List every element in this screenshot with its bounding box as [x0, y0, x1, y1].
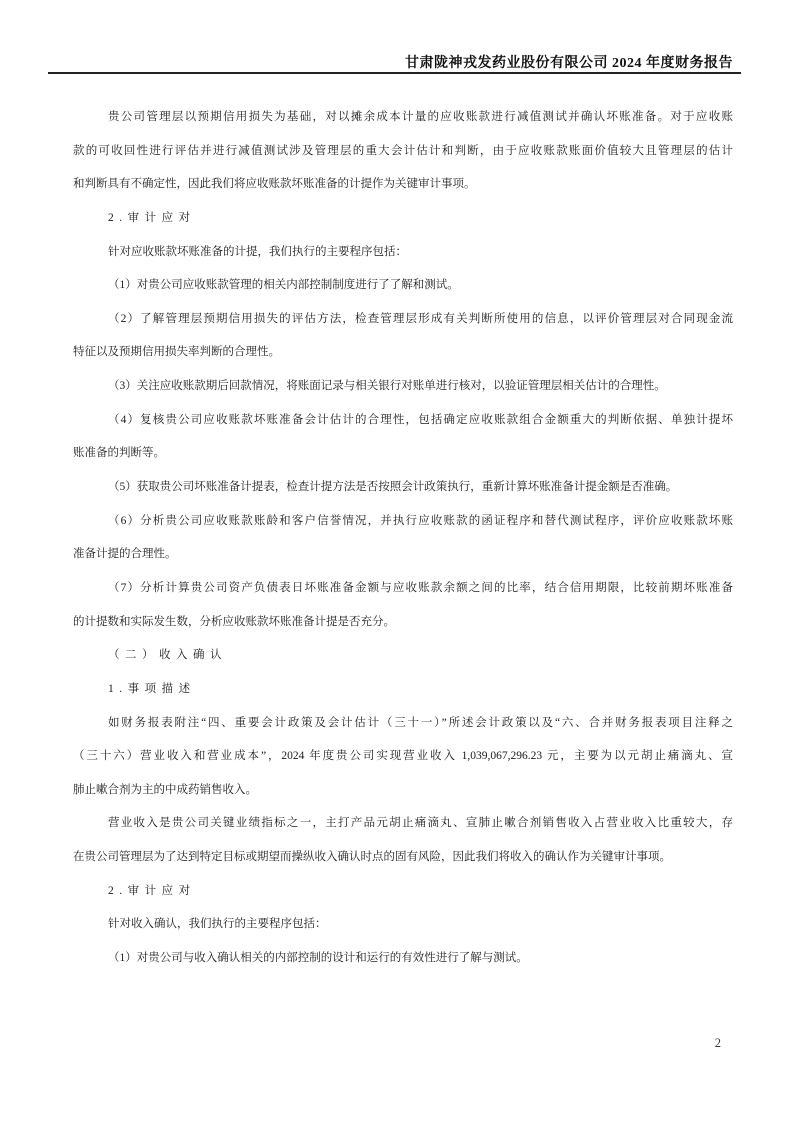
- text-line: （5）获取贵公司坏账准备计提表，检查计提方法是否按照会计政策执行，重新计算坏账准备计提金额是否准确。: [108, 481, 678, 494]
- text-line: （1）对贵公司应收账款管理的相关内部控制制度进行了了解和测试。: [108, 279, 459, 292]
- text-line: 贵公司管理层以预期信用损失为基础，对以摊余成本计量的应收账款进行减值测试并确认坏账准备。对于应收账: [108, 111, 733, 123]
- page-number: 2: [714, 1036, 721, 1050]
- text-line: 2.审计应对: [108, 211, 196, 224]
- text-line: 营业收入是贵公司关键业绩指标之一，主打产品元胡止痛滴丸、宣肺止嗽合剂销售收入占营业收入比重较大，存: [108, 817, 733, 830]
- text-line: 在贵公司管理层为了达到特定目标或期望而操纵收入确认时点的固有风险，因此我们将收入的确认作为关键审计事项。: [73, 851, 671, 864]
- text-line: 和判断具有不确定性，因此我们将应收账款坏账准备的计提作为关键审计事项。: [73, 178, 476, 191]
- page-footer: [0, 1036, 721, 1051]
- text-line: （4）复核贵公司应收账款坏账准备会计估计的合理性，包括确定应收账款组合金额重大的判断依据、单独计提坏: [108, 413, 733, 426]
- text-line: 的计提数和实际发生数，分析应收账款坏账准备计提是否充分。: [73, 615, 395, 628]
- document-body: [73, 101, 733, 976]
- text-line: 1.事项描述: [108, 682, 196, 695]
- text-line: （三十六）营业收入和营业成本”，2024 年度贵公司实现营业收入 1,039,067,296.23 元，主要为以元胡止痛滴丸、宣: [73, 750, 733, 763]
- text-line: 准备计提的合理性。: [73, 548, 177, 561]
- text-line: 肺止嗽合剂为主的中成药销售收入。: [73, 783, 257, 796]
- text-line: （1）对贵公司与收入确认相关的内部控制的设计和运行的有效性进行了解与测试。: [108, 952, 528, 965]
- text-line: 针对应收账款坏账准备的计提，我们执行的主要程序包括：: [108, 245, 407, 258]
- header-rule: [48, 72, 741, 74]
- text-line: 账准备的判断等。: [73, 447, 165, 460]
- text-line: （7）分析计算贵公司资产负债表日坏账准备金额与应收账款余额之间的比率，结合信用期限，比较前期坏账准备: [108, 581, 733, 594]
- header-title: 甘肃陇神戎发药业股份有限公司 2024 年度财务报告: [405, 56, 733, 71]
- text-line: （二）收入确认: [108, 649, 227, 662]
- text-line: 特征以及预期信用损失率判断的合理性。: [73, 346, 280, 359]
- text-line: （2）了解管理层预期信用损失的评估方法，检查管理层形成有关判断所使用的信息，以评价管理层对合同现金流: [108, 312, 733, 325]
- page-header: [48, 52, 733, 72]
- text-line: 2.审计应对: [108, 884, 196, 897]
- text-line: 针对收入确认，我们执行的主要程序包括：: [108, 918, 327, 931]
- text-line: （3）关注应收账款期后回款情况，将账面记录与相关银行对账单进行核对，以验证管理层相关估计的合理性。: [108, 380, 666, 393]
- text-line: （6）分析贵公司应收账款账龄和客户信誉情况，并执行应收账款的函证程序和替代测试程序，评价应收账款坏账: [108, 514, 733, 527]
- text-line: 款的可收回性进行评估并进行减值测试涉及管理层的重大会计估计和判断，由于应收账款账面价值较大且管理层的估计: [73, 144, 733, 157]
- text-line: 如财务报表附注“四、重要会计政策及会计估计（三十一）”所述会计政策以及“六、合并财务报表项目注释之: [108, 716, 733, 729]
